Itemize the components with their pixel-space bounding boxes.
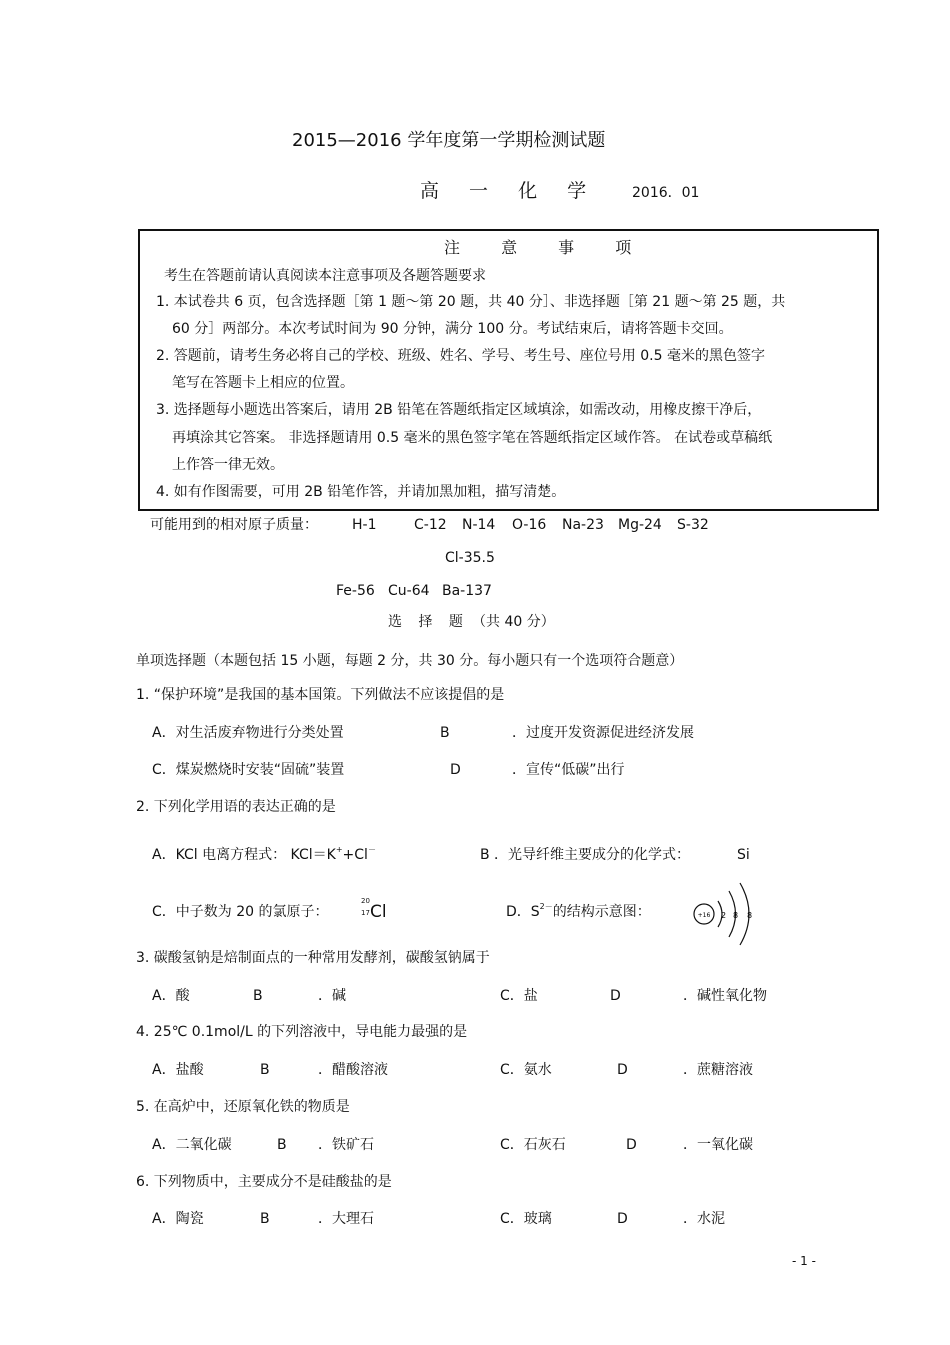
q6-option-d-letter: D	[617, 1211, 628, 1227]
notice-title: 注 意 事 项	[444, 238, 650, 257]
q2-option-a-sup2: －	[367, 845, 376, 854]
exam-title: 2015—2016 学年度第一学期检测试题	[292, 130, 606, 151]
atomic-mass-na: Na-23	[562, 517, 604, 533]
q1-option-a: A．对生活废弃物进行分类处置	[152, 725, 344, 741]
notice-item-4: 4. 如有作图需要，可用 2B 铅笔作答，并请加黑加粗，描写清楚。	[156, 484, 566, 500]
q1-option-c: C．煤炭燃烧时安装“固硫”装置	[152, 762, 345, 778]
atomic-mass-label: 可能用到的相对原子质量：	[150, 517, 318, 533]
exam-date: 2016．01	[632, 185, 700, 201]
q2-option-b-value: Si	[737, 847, 750, 863]
notice-item-2-cont: 笔写在答题卡上相应的位置。	[172, 375, 354, 391]
q1-stem: 1. “保护环境”是我国的基本国策。下列做法不应该提倡的是	[136, 687, 505, 703]
q1-option-d-letter: D	[450, 762, 461, 778]
q5-option-d-letter: D	[626, 1137, 637, 1153]
atomic-mass-cu: Cu-64	[388, 583, 430, 599]
nucleus-charge: +16	[697, 912, 711, 919]
isotope-mass-number: 20	[361, 897, 370, 905]
q4-option-a: A．盐酸	[152, 1062, 204, 1078]
q5-option-b-letter: B	[277, 1137, 287, 1153]
subject-title: 高 一 化 学	[420, 180, 599, 202]
q4-option-b: ．醋酸溶液	[318, 1062, 388, 1078]
atomic-mass-c: C-12	[414, 517, 447, 533]
section-instructions: 单项选择题（本题包括 15 小题，每题 2 分，共 30 分。每小题只有一个选项符合题意）	[136, 653, 684, 669]
atomic-mass-n: N-14	[462, 517, 496, 533]
isotope-atomic-number: 17	[361, 909, 370, 917]
atomic-mass-o: O-16	[512, 517, 547, 533]
q3-stem: 3. 碳酸氢钠是焙制面点的一种常用发酵剂，碳酸氢钠属于	[136, 950, 490, 966]
q5-option-d: ．一氧化碳	[683, 1137, 753, 1153]
section-title: 选 择 题	[388, 614, 469, 630]
atomic-mass-cl: Cl-35.5	[445, 550, 495, 566]
q6-option-b: ．大理石	[318, 1211, 374, 1227]
page-number: - 1 -	[792, 1254, 816, 1268]
q2-stem: 2. 下列化学用语的表达正确的是	[136, 799, 336, 815]
atomic-mass-s: S-32	[677, 517, 709, 533]
section-points: （共 40 分）	[472, 614, 555, 630]
q4-option-c: C．氨水	[500, 1062, 552, 1078]
chlorine-isotope-notation	[358, 897, 394, 923]
atomic-mass-mg: Mg-24	[618, 517, 662, 533]
q2-option-d-sup: 2－	[539, 902, 553, 911]
q6-option-c: C．玻璃	[500, 1211, 552, 1227]
q5-option-b: ．铁矿石	[318, 1137, 374, 1153]
q2-option-d-pre: D．S	[506, 904, 540, 920]
q3-option-b-letter: B	[253, 988, 263, 1004]
q1-option-b-letter: B	[440, 725, 450, 741]
q4-stem: 4. 25℃ 0.1mol/L 的下列溶液中，导电能力最强的是	[136, 1024, 468, 1040]
q3-option-d-letter: D	[610, 988, 621, 1004]
isotope-symbol: Cl	[370, 902, 387, 922]
q6-option-b-letter: B	[260, 1211, 270, 1227]
notice-item-3-cont2: 上作答一律无效。	[172, 457, 284, 473]
q2-option-a-mid: +Cl	[342, 847, 368, 863]
q2-option-b: B ．光导纤维主要成分的化学式：	[480, 847, 691, 863]
q6-option-d: ．水泥	[683, 1211, 725, 1227]
q2-option-a-sup1: +	[335, 845, 343, 854]
q3-option-b: ．碱	[318, 988, 346, 1004]
q2-option-a	[152, 845, 376, 863]
q3-option-a: A．酸	[152, 988, 190, 1004]
shell-electrons: 2	[721, 911, 727, 920]
notice-item-1: 1. 本试卷共 6 页，包含选择题［第 1 题～第 20 题，共 40 分］、非选择题［第 21 题～第 25 题，共	[156, 294, 786, 310]
q4-option-d: ．蔗糖溶液	[683, 1062, 753, 1078]
q4-option-d-letter: D	[617, 1062, 628, 1078]
shell-electrons: 8	[733, 911, 739, 920]
notice-item-1-cont: 60 分］两部分。本次考试时间为 90 分钟，满分 100 分。考试结束后，请将答题卡交回。	[172, 321, 733, 337]
notice-item-3: 3. 选择题每小题选出答案后，请用 2B 铅笔在答题纸指定区域填涂，如需改动，用橡皮擦干净后，	[156, 402, 762, 418]
notice-item-3-cont: 再填涂其它答案。 非选择题请用 0.5 毫米的黑色签字笔在答题纸指定区域作答。 在试卷或草稿纸	[172, 430, 773, 446]
notice-item-2: 2. 答题前，请考生务必将自己的学校、班级、姓名、学号、考生号、座位号用 0.5 毫米的黑色签字	[156, 348, 765, 364]
q2-option-a-pre: A．KCl 电离方程式： KCl＝K	[152, 847, 336, 863]
q4-option-b-letter: B	[260, 1062, 270, 1078]
q1-option-b: ．过度开发资源促进经济发展	[512, 725, 694, 741]
q3-option-c: C．盐	[500, 988, 538, 1004]
q6-stem: 6. 下列物质中，主要成分不是硅酸盐的是	[136, 1174, 392, 1190]
q2-option-c: C．中子数为 20 的氯原子：	[152, 904, 329, 920]
atomic-mass-ba: Ba-137	[442, 583, 492, 599]
q5-option-a: A．二氧化碳	[152, 1137, 232, 1153]
shell-electrons: 8	[747, 911, 753, 920]
notice-intro: 考生在答题前请认真阅读本注意事项及各题答题要求	[164, 268, 486, 284]
sulfide-ion-structure-diagram	[690, 880, 770, 952]
q6-option-a: A．陶瓷	[152, 1211, 204, 1227]
q5-option-c: C．石灰石	[500, 1137, 566, 1153]
q5-stem: 5. 在高炉中，还原氧化铁的物质是	[136, 1099, 350, 1115]
q1-option-d: ．宣传“低碳”出行	[512, 762, 625, 778]
q2-option-d	[506, 902, 651, 920]
q3-option-d: ．碱性氧化物	[683, 988, 767, 1004]
atomic-mass-h: H-1	[352, 517, 377, 533]
q2-option-d-post: 的结构示意图：	[552, 904, 651, 920]
atomic-mass-fe: Fe-56	[336, 583, 375, 599]
